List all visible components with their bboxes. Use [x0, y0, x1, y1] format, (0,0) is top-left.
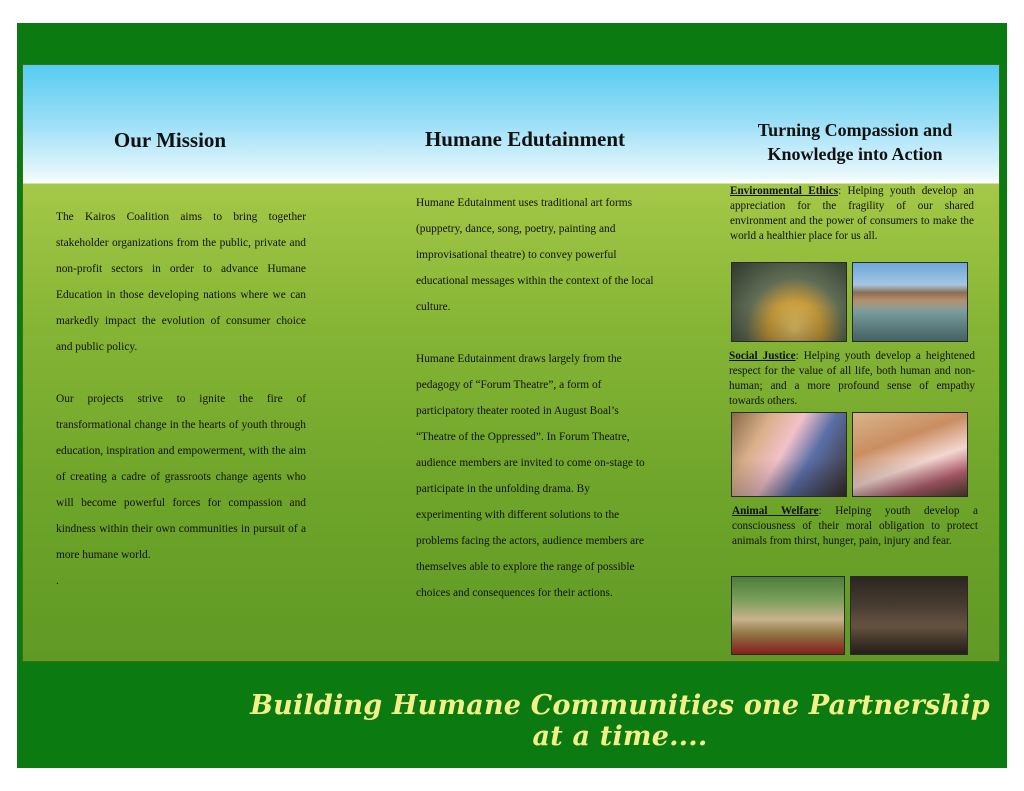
mission-heading: Our Mission: [113, 128, 227, 152]
social-justice-label: Social Justice: [729, 350, 796, 362]
mission-dot: .: [56, 575, 59, 587]
environmental-ethics-label: Environmental Ethics: [730, 185, 839, 197]
polluted-water-photo: [731, 262, 847, 342]
mission-column: [56, 204, 306, 594]
social-justice-text: [729, 349, 975, 409]
animal-welfare-body: : Helping youth develop a consciousness of their moral obligation to protect animals from thirst, hunger, pain, injury and fear.: [732, 505, 979, 547]
motorbike-cages-photo: [731, 576, 845, 655]
action-heading: [730, 118, 980, 166]
mission-paragraph-2: Our projects strive to ignite the fire of transformational change in the hearts of youth through education, inspiration and empowerment, with the aim of creating a cadre of grassroots change agents who will become powerful forces for compassion and kindness within their own communities in pursuit of a more humane world.: [56, 393, 306, 561]
edutainment-paragraph-2: Humane Edutainment draws largely from the pedagogy of “Forum Theatre”, a form of participatory theater rooted in August Boal’s “Theatre of the Oppressed”. In Forum Theatre, audience members are invited to come on-stage to participate in the unfolding drama. By experimenting with different solutions to the problems facing the actors, audience members are themselves able to explore the range of possible choices and consequences for their actions.: [416, 353, 645, 599]
animal-welfare-label: Animal Welfare: [732, 505, 819, 517]
children-at-table-photo: [852, 412, 968, 497]
caged-animal-photo: [850, 576, 968, 655]
social-justice-body: : Helping youth develop a heightened respect for the value of all life, both human and non-human; and a more profound sense of empathy towards others.: [729, 350, 975, 407]
edutainment-heading: Humane Edutainment: [424, 127, 626, 151]
edutainment-column: [416, 190, 658, 606]
action-heading-line1: Turning Compassion and: [757, 120, 953, 140]
environmental-ethics-body: : Helping youth develop an appreciation for the fragility of our shared environment and the power of consumers to make the world a healthier place for us all.: [730, 185, 974, 242]
action-heading-line2: Knowledge into Action: [767, 144, 943, 164]
animal-welfare-text: [732, 504, 978, 549]
tagline: Building Humane Communities one Partnership at a time....: [250, 690, 990, 752]
polluted-shoreline-photo: [852, 262, 968, 342]
mission-paragraph-1: The Kairos Coalition aims to bring together stakeholder organizations from the public, private and non-profit sectors in order to advance Humane Education in those developing nations where we can markedly impact the evolution of consumer choice and public policy.: [56, 211, 306, 353]
environmental-ethics-text: [730, 184, 974, 244]
youth-portrait-photo: [731, 412, 847, 497]
edutainment-paragraph-1: Humane Edutainment uses traditional art forms (puppetry, dance, song, poetry, painting and improvisational theatre) to convey powerful educational messages within the context of the local culture.: [416, 197, 654, 313]
